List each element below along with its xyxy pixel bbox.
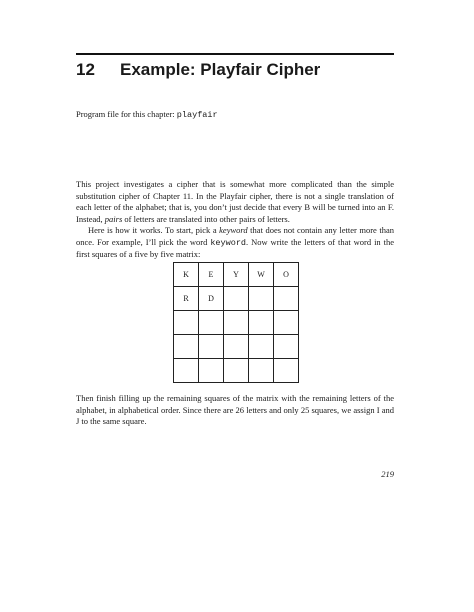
matrix-cell: [174, 359, 199, 383]
matrix-cell: [199, 311, 224, 335]
matrix-cell: [249, 359, 274, 383]
matrix-cell: [274, 335, 299, 359]
playfair-matrix: [173, 262, 299, 383]
keyword-paragraph: [76, 225, 394, 261]
matrix-cell: Y: [224, 263, 249, 287]
matrix-row: [174, 359, 299, 383]
program-file-name: playfair: [176, 110, 218, 120]
intro-emphasis-pairs: pairs: [104, 213, 123, 224]
matrix-cell: O: [274, 263, 299, 287]
matrix-cell: [174, 311, 199, 335]
matrix-cell: [249, 335, 274, 359]
intro-paragraph: [76, 179, 394, 225]
matrix-row: [174, 263, 299, 287]
chapter-title: Example: Playfair Cipher: [120, 60, 321, 79]
matrix-row: [174, 311, 299, 335]
chapter-heading: [76, 60, 320, 80]
matrix-cell: R: [174, 287, 199, 311]
matrix-cell: [199, 359, 224, 383]
intro-text-1: This project investigates a cipher that is somewhat more complicated than the simple substitution cipher of Chapter 11. In the Playfair cipher, there is not a single translation of each letter of the alphabet; that is, you don’t just decide that every B will be turned into an F. Instead,: [76, 179, 394, 224]
matrix-cell: [199, 335, 224, 359]
keyword-text-3: . Now write the letters of that word in the first squares of a five by five matrix:: [76, 236, 394, 259]
matrix-cell: W: [249, 263, 274, 287]
program-file-label: Program file for this chapter:: [76, 109, 175, 119]
keyword-code: keyword: [210, 237, 247, 248]
fill-paragraph: Then finish filling up the remaining squares of the matrix with the remaining letters of the alphabet, in alphabetical order. Since there are 26 letters and only 25 squares, we assign I and J to the same square.: [76, 393, 394, 426]
matrix-cell: K: [174, 263, 199, 287]
chapter-number: 12: [76, 60, 95, 79]
keyword-text-2: that does not contain any letter more than once. For example, I’ll pick the word: [76, 225, 394, 247]
page-number: 219: [381, 469, 394, 479]
keyword-emphasis: keyword: [219, 225, 248, 235]
matrix-cell: [224, 359, 249, 383]
matrix-cell: [174, 335, 199, 359]
program-file-line: [76, 109, 218, 120]
matrix-cell: [249, 311, 274, 335]
matrix-cell: [224, 335, 249, 359]
matrix-cell: [249, 287, 274, 311]
matrix-cell: [224, 287, 249, 311]
keyword-text-1: Here is how it works. To start, pick a: [88, 225, 220, 235]
chapter-rule: [76, 53, 394, 55]
matrix-cell: [274, 311, 299, 335]
matrix-cell: D: [199, 287, 224, 311]
intro-text-2: of letters are translated into other pairs of letters.: [122, 213, 290, 224]
matrix-row: [174, 335, 299, 359]
matrix-cell: E: [199, 263, 224, 287]
matrix-row: [174, 287, 299, 311]
matrix-cell: [274, 359, 299, 383]
matrix-cell: [224, 311, 249, 335]
matrix-cell: [274, 287, 299, 311]
